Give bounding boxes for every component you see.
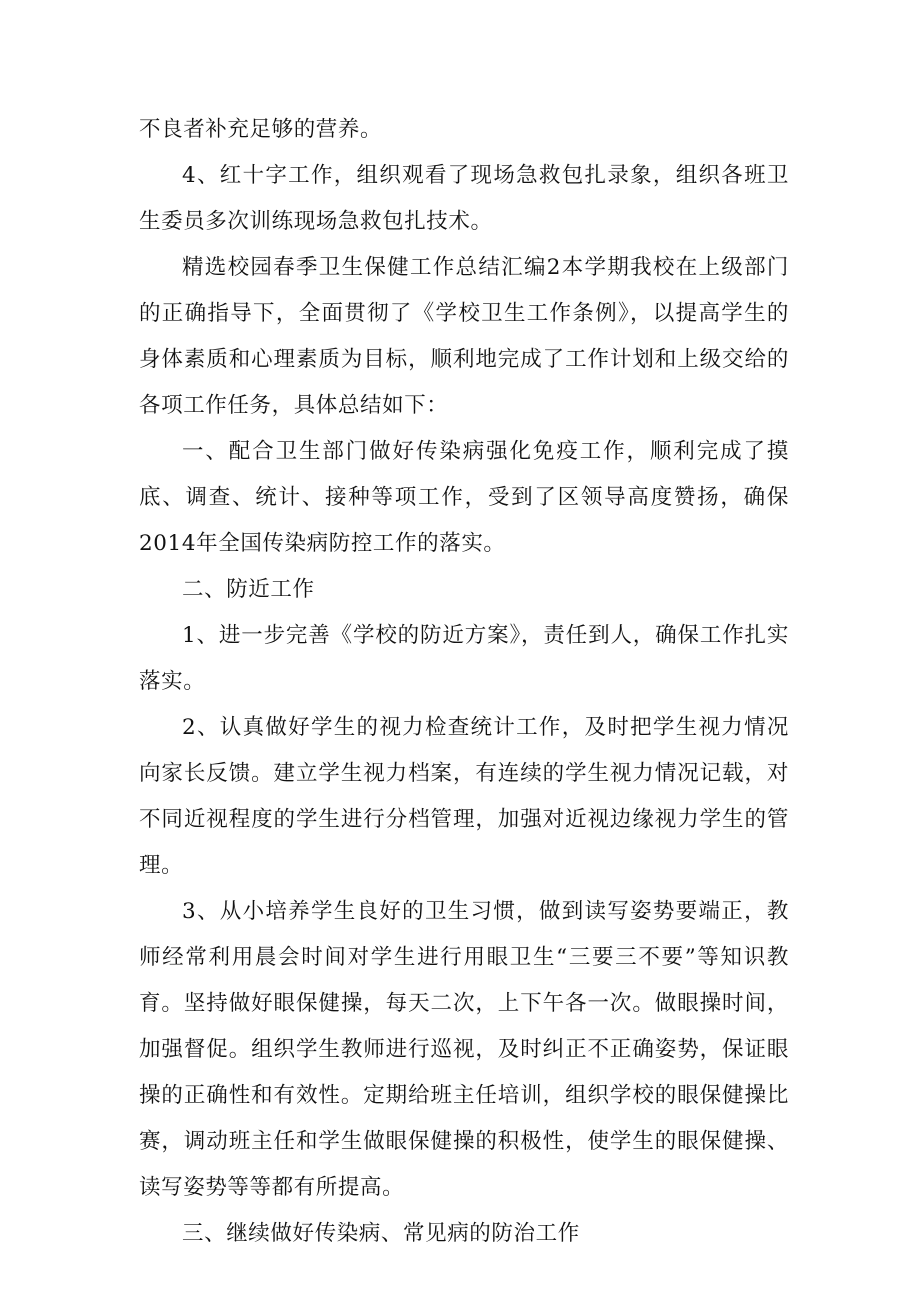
paragraph-red-cross: 4、红十字工作，组织观看了现场急救包扎录象，组织各班卫生委员多次训练现场急救包扎技术。 <box>139 163 789 234</box>
paragraph-summary-intro: 精选校园春季卫生保健工作总结汇编2本学期我校在上级部门的正确指导下，全面贯彻了《学校卫生工作条例》，以提高学生的身体素质和心理素质为目标，顺利地完成了工作计划和上级交给的各项工作任务，具体总结如下： <box>139 255 789 418</box>
paragraph-myopia-plan: 1、进一步完善《学校的防近方案》，责任到人，确保工作扎实落实。 <box>139 623 789 694</box>
paragraph-nutrition-continuation: 不良者补充足够的营养。 <box>139 117 383 142</box>
document-body <box>139 107 789 1257</box>
paragraph-immunization: 一、配合卫生部门做好传染病强化免疫工作，顺利完成了摸底、调查、统计、接种等项工作，受到了区领导高度赞扬，确保2014年全国传染病防控工作的落实。 <box>139 439 789 556</box>
section-heading-myopia-prevention: 二、防近工作 <box>182 577 315 602</box>
paragraph-vision-check: 2、认真做好学生的视力检查统计工作，及时把学生视力情况向家长反馈。建立学生视力档案，有连续的学生视力情况记载，对不同近视程度的学生进行分档管理，加强对近视边缘视力学生的管理。 <box>139 715 789 878</box>
section-heading-disease-prevention: 三、继续做好传染病、常见病的防治工作 <box>182 1221 580 1246</box>
paragraph-hygiene-habits: 3、从小培养学生良好的卫生习惯，做到读写姿势要端正，教师经常利用晨会时间对学生进行用眼卫生“三要三不要”等知识教育。坚持做好眼保健操，每天二次，上下午各一次。做眼操时间，加强督促。组织学生教师进行巡视，及时纠正不正确姿势，保证眼操的正确性和有效性。定期给班主任培训，组织学校的眼保健操比赛，调动班主任和学生做眼保健操的积极性，使学生的眼保健操、读写姿势等等都有所提高。 <box>139 899 789 1200</box>
